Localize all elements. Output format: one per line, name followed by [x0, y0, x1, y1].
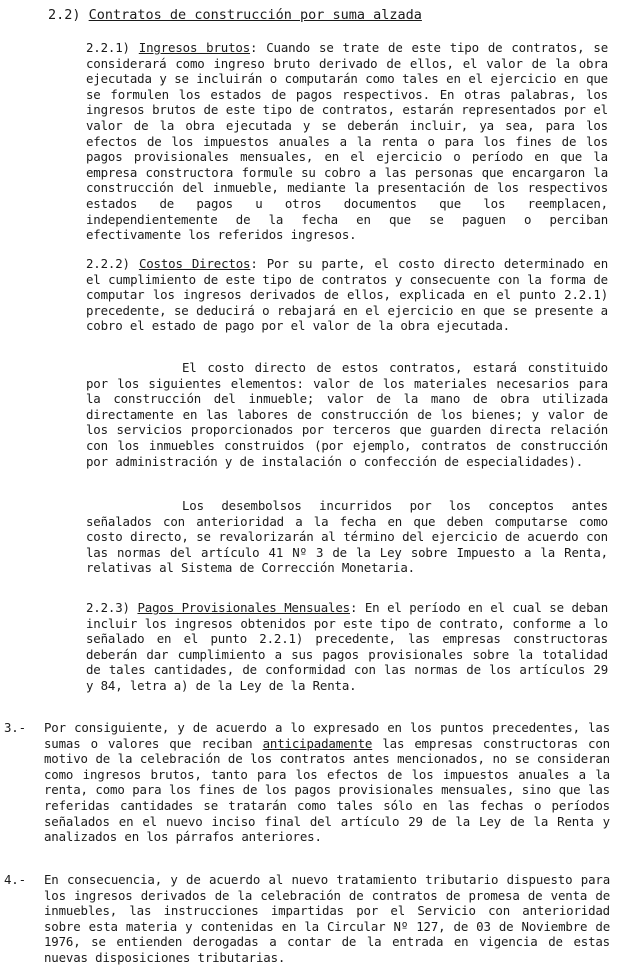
- subsection-2-2-2-paragraph-3: [86, 498, 608, 576]
- desembolsos-text: Los desembolsos incurridos por los conceptos antes señalados con anterioridad a la fecha en que deben computarse como costo directo, se revalorizarán al término del ejercicio de acuerdo con las normas del artículo 41 Nº 3 de la Ley sobre Impuesto a la Renta, relativas al Sistema de Corrección Monetaria.: [86, 498, 608, 576]
- section-title: Contratos de construcción por suma alzada: [88, 7, 422, 23]
- section-heading: [48, 6, 422, 24]
- subsection-2-2-3-number: 2.2.3): [86, 600, 130, 615]
- section-number: 2.2): [48, 7, 81, 23]
- subsection-2-2-2-paragraph: [86, 256, 608, 334]
- subsection-2-2-3-paragraph: [86, 600, 608, 694]
- item-3-number: 3.-: [4, 720, 26, 735]
- item-3: [4, 720, 610, 850]
- item-3-emphasis: anticipadamente: [262, 735, 373, 751]
- subsection-2-2-3-text: : En el período en el cual se deban incluir los ingresos obtenidos por este tipo de contrato, conforme a lo señalado en el punto 2.2.1) precedente, las empresas constructoras deberán dar cumplimiento a sus pagos provisionales sobre la totalidad de tales cantidades, de conformidad con las normas de los artículos 29 y 84, letra a) de la Ley de la Renta.: [86, 600, 609, 693]
- subsection-2-2-1: [86, 40, 608, 243]
- subsection-2-2-2: [86, 256, 608, 334]
- item-4-text: En consecuencia, y de acuerdo al nuevo tratamiento tributario dispuesto para los ingresos derivados de la celebración de contratos de promesa de venta de inmuebles, las instrucciones impartidas por el Servicio con anterioridad sobre esta materia y contenidas en la Circular Nº 127, de 03 de Noviembre de 1976, se entienden derogadas a contar de la entrada en vigencia de estas nuevas disposiciones tributarias.: [44, 872, 610, 965]
- subsection-2-2-2-number: 2.2.2): [86, 256, 130, 271]
- item-3-text-after: las empresas constructoras con motivo de la celebración de los contratos antes mencionados, no se consideran como ingresos brutos, tanto para los efectos de los impuestos anuales a la renta, como para los fines de los pagos provisionales mensuales, sino que las referidas cantidades se tratarán como tales sólo en las fechas o períodos señalados en el nuevo inciso final del artículo 29 de la Ley de la Renta y analizados en los párrafos anteriores.: [44, 735, 610, 845]
- subsection-2-2-2-text: : Por su parte, el costo directo determinado en el cumplimiento de este tipo de contratos y consecuente con la forma de computar los ingresos derivados de ellos, explicada en el punto 2.2.1) precedente, se deducirá o rebajará en el ejercicio en que se presente a cobro el estado de pago por el valor de la obra ejecutada.: [86, 256, 609, 334]
- subsection-2-2-1-title: Ingresos brutos: [138, 40, 251, 55]
- item-3-text: [44, 720, 610, 845]
- costo-directo-elements-text: El costo directo de estos contratos, estará constituido por los siguientes elementos: valor de los materiales necesarios para la construcción del inmueble; valor de la mano de obra utilizada directamente en las labores de construcción de los bienes; y valor de los servicios proporcionados por terceros que guarden directa relación con los inmuebles construidos (por ejemplo, contratos de construcción por administración y de instalación o confección de especialidades).: [86, 360, 608, 469]
- subsection-2-2-3: [86, 600, 608, 694]
- item-3-text-before: Por consiguiente, y de acuerdo a lo expresado en los puntos precedentes, las sumas o valores que reciban: [44, 720, 610, 751]
- item-4: [4, 872, 610, 972]
- subsection-2-2-2-title: Costos Directos: [138, 256, 251, 271]
- subsection-2-2-2-paragraph-2: [86, 360, 608, 469]
- subsection-2-2-1-number: 2.2.1): [86, 40, 130, 55]
- subsection-2-2-1-paragraph: [86, 40, 608, 243]
- item-4-number: 4.-: [4, 872, 26, 887]
- subsection-2-2-1-text: : Cuando se trate de este tipo de contratos, se considerará como ingreso bruto derivado de ellos, el valor de la obra ejecutada y se incluirán o computarán como tales en el ejercicio en que se formulen los estados de pagos respectivos. En otras palabras, los ingresos brutos de este tipo de contratos, estarán representados por el valor de la obra ejecutada y se deberán incluir, ya sea, para los efectos de los impuestos anuales a la renta o para los fines de los pagos provisionales mensuales, en el ejercicio o período en que la empresa constructora formule su cobro a las personas que encargaron la construcción del inmueble, mediante la presentación de los respectivos estados de pagos u otros documentos que los reemplacen, independientemente de la fecha en que se paguen o perciban efectivamente los referidos ingresos.: [86, 40, 608, 243]
- subsection-2-2-3-title: Pagos Provisionales Mensuales: [137, 600, 350, 615]
